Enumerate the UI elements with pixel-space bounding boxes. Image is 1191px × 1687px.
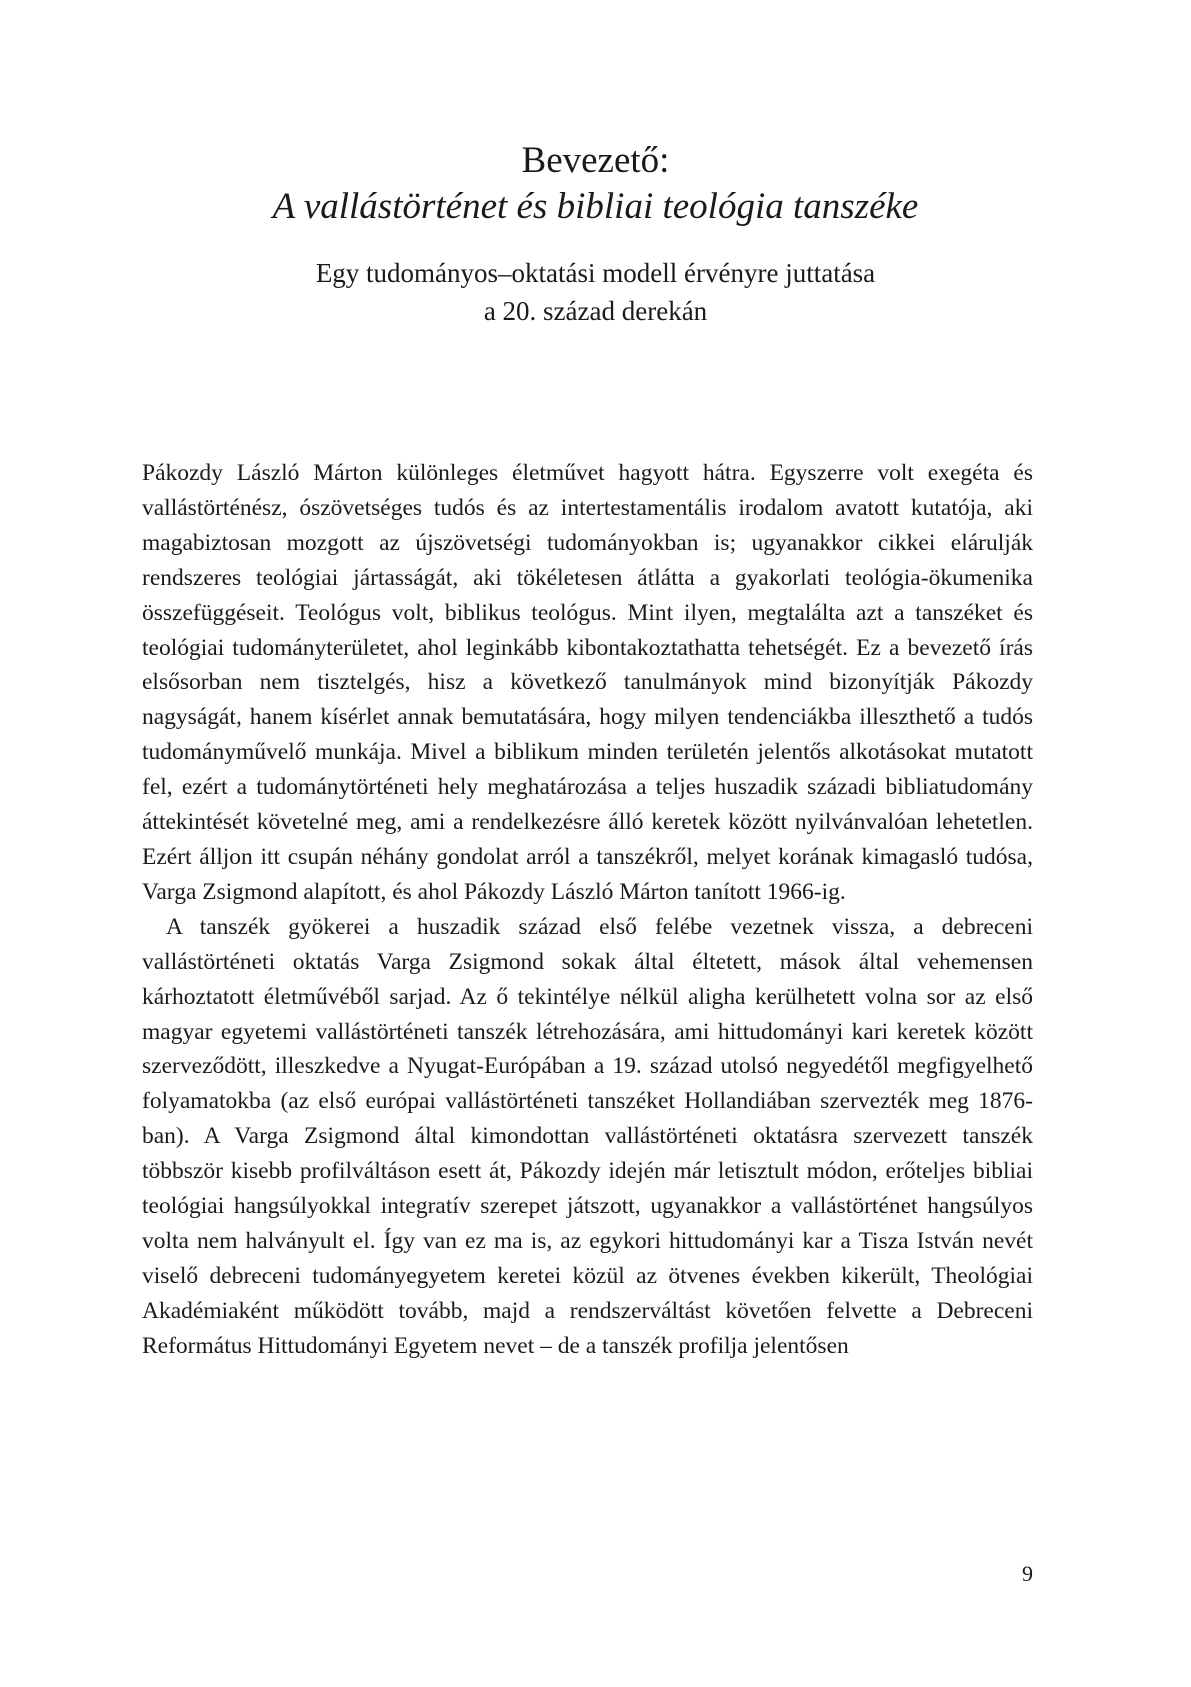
page-number: 9: [1022, 1561, 1033, 1586]
paragraph-1: Pákozdy László Márton különleges életművet hagyott hátra. Egyszerre volt exegéta és vallástörténész, ószövetséges tudós és az intertestamentális irodalom avatott kutatója, aki magabiztosan mozgott az újszövetségi tudományokban is; ugyanakkor cikkei elárulják rendszeres teológiai jártasságát, aki tökéletesen átlátta a gyakorlati teológia-ökumenika összefüggéseit. Teológus volt, biblikus teológus. Mint ilyen, megtalálta azt a tanszéket és teológiai tudományterületet, ahol leginkább kibontakoztathatta tehetségét. Ez a bevezető írás elsősorban nem tisztelgés, hisz a következő tanulmányok mind bizonyítják Pákozdy nagyságát, hanem kísérlet annak bemutatására, hogy milyen tendenciákba illeszthető a tudós tudományművelő munkája. Mivel a biblikum minden területén jelentős alkotásokat mutatott fel, ezért a tudománytörténeti hely meghatározása a teljes huszadik századi bibliatudomány áttekintését követelné meg, ami a rendelkezésre álló keretek között nyilvánvalóan lehetetlen. Ezért álljon itt csupán néhány gondolat arról a tanszékről, melyet korának kimagasló tudósa, Varga Zsigmond alapított, és ahol Pákozdy László Márton tanított 1966-ig.: [142, 460, 1033, 905]
chapter-tagline-line-1: Egy tudományos–oktatási modell érvényre juttatása: [315, 258, 876, 288]
chapter-tagline: [0, 254, 1191, 330]
chapter-header: [0, 138, 1191, 330]
chapter-subtitle: A vallástörténet és bibliai teológia tanszéke: [272, 186, 919, 227]
body-text: [142, 456, 1033, 1364]
chapter-title: Bevezető:: [521, 140, 670, 181]
paragraph-2: A tanszék gyökerei a huszadik század első felébe vezetnek vissza, a debreceni vallástörténeti oktatás Varga Zsigmond sokak által éltetett, mások által vehemensen kárhoztatott életművéből sarjad. Az ő tekintélye nélkül aligha kerülhetett volna sor az első magyar egyetemi vallástörténeti tanszék létrehozására, ami hittudományi kari keretek között szerveződött, illeszkedve a Nyugat-Európában a 19. század utolsó negyedétől megfigyelhető folyamatokba (az első európai vallástörténeti tanszéket Hollandiában szervezték meg 1876-ban). A Varga Zsigmond által kimondottan vallástörténeti oktatásra szervezett tanszék többször kisebb profilváltáson esett át, Pákozdy idején már letisztult módon, erőteljes bibliai teológiai hangsúlyokkal integratív szerepet játszott, ugyanakkor a vallástörténet hangsúlyos volta nem halványult el. Így van ez ma is, az egykori hittudományi kar a Tisza István nevét viselő debreceni tudományegyetem keretei közül az ötvenes években kikerült, Theológiai Akadémiaként működött tovább, majd a rendszerváltást követően felvette a Debreceni Református Hittudományi Egyetem nevet – de a tanszék profilja jelentősen: [142, 913, 1033, 1359]
chapter-tagline-line-2: a 20. század derekán: [483, 296, 708, 326]
